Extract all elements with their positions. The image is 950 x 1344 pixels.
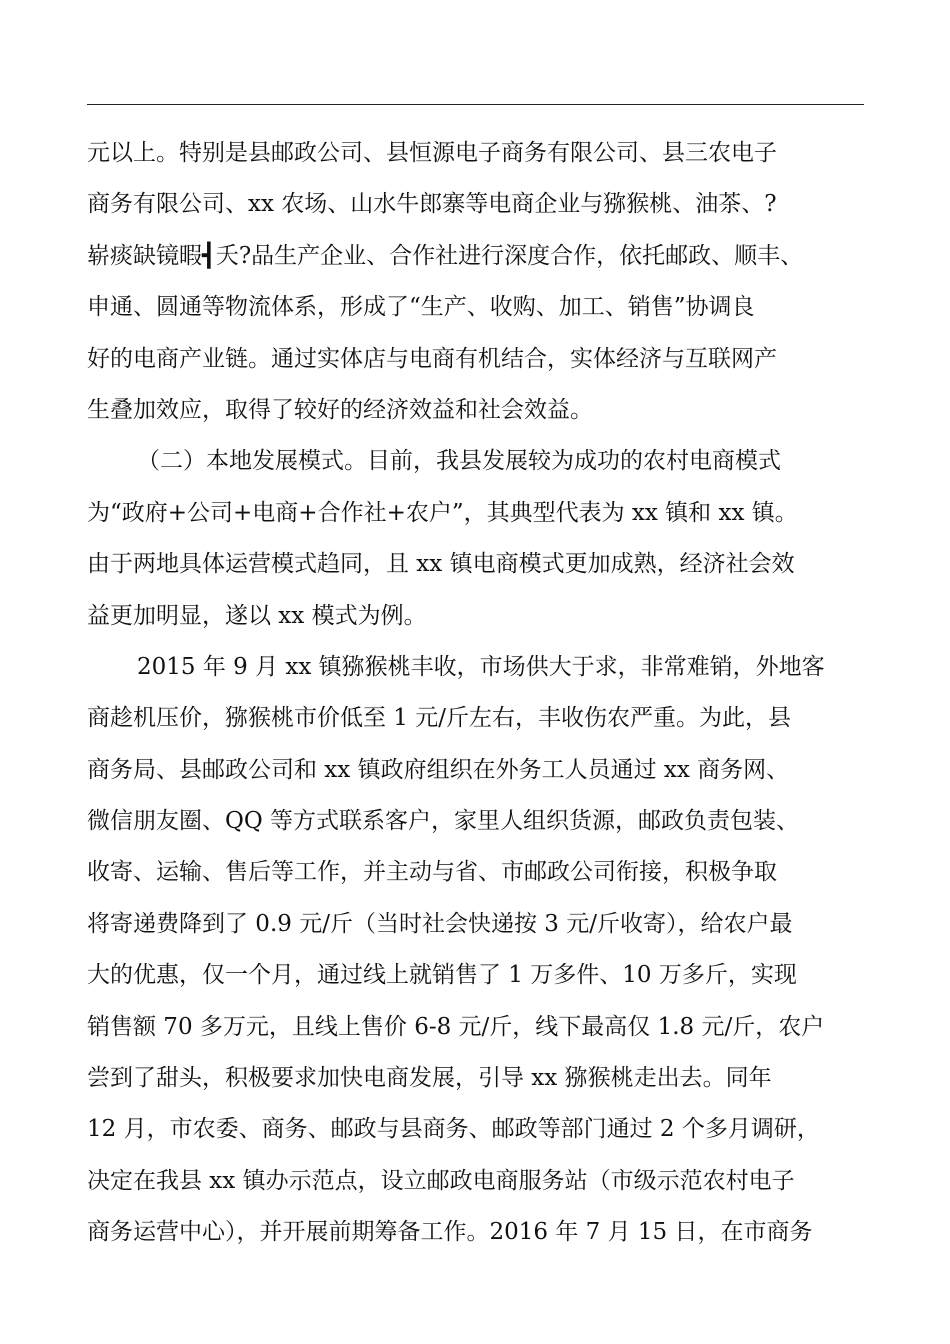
text-line: 好的电商产业链。通过实体店与电商有机结合，实体经济与互联网产 bbox=[87, 345, 777, 372]
text-line: 收寄、运输、售后等工作，并主动与省、市邮政公司衔接，积极争取 bbox=[87, 859, 777, 886]
header-rule bbox=[87, 104, 864, 105]
text-line: 决定在我县 xx 镇办示范点，设立邮政电商服务站（市级示范农村电子 bbox=[87, 1167, 795, 1194]
text-line: 大的优惠，仅一个月，通过线上就销售了 1 万多件、10 万多斤，实现 bbox=[87, 962, 797, 989]
paragraph-start-line: （二）本地发展模式。目前，我县发展较为成功的农村电商模式 bbox=[137, 448, 781, 475]
text-line: 元以上。特别是县邮政公司、县恒源电子商务有限公司、县三农电子 bbox=[87, 140, 777, 166]
text-line: 销售额 70 多万元，且线上售价 6-8 元/斤，线下最高仅 1.8 元/斤，农户 bbox=[87, 1013, 825, 1040]
text-line: 微信朋友圈、QQ 等方式联系客户，家里人组织货源，邮政负责包装、 bbox=[87, 808, 800, 835]
paragraph-start-line: 2015 年 9 月 xx 镇猕猴桃丰收，市场供大于求，非常难销，外地客 bbox=[137, 653, 825, 680]
text-line: 生叠加效应，取得了较好的经济效益和社会效益。 bbox=[87, 396, 593, 423]
text-line: 申通、圆通等物流体系，形成了“生产、收购、加工、销售”协调良 bbox=[87, 294, 755, 321]
text-line: 为“政府+公司+电商+合作社+农户”，其典型代表为 xx 镇和 xx 镇。 bbox=[87, 499, 798, 526]
text-line: 将寄递费降到了 0.9 元/斤（当时社会快递按 3 元/斤收寄），给农户最 bbox=[87, 910, 793, 937]
text-line: 尝到了甜头，积极要求加快电商发展，引导 xx 猕猴桃走出去。同年 bbox=[87, 1065, 772, 1092]
text-line: 益更加明显，遂以 xx 模式为例。 bbox=[87, 602, 427, 629]
text-line: 商务有限公司、xx 农场、山水牛郎寨等电商企业与猕猴桃、油茶、? bbox=[87, 191, 777, 218]
text-line: 崭痰缺镜暇┫夭?品生产企业、合作社进行深度合作，依托邮政、顺丰、 bbox=[87, 242, 804, 269]
text-line: 12 月，市农委、商务、邮政与县商务、邮政等部门通过 2 个多月调研， bbox=[87, 1116, 820, 1143]
body-text bbox=[87, 128, 877, 1259]
text-line: 由于两地具体运营模式趋同，且 xx 镇电商模式更加成熟，经济社会效 bbox=[87, 551, 795, 578]
text-line: 商趁机压价，猕猴桃市价低至 1 元/斤左右，丰收伤农严重。为此，县 bbox=[87, 705, 792, 732]
text-line: 商务局、县邮政公司和 xx 镇政府组织在外务工人员通过 xx 商务网、 bbox=[87, 756, 790, 783]
text-line: 商务运营中心），并开展前期筹备工作。2016 年 7 月 15 日，在市商务 bbox=[87, 1219, 813, 1246]
